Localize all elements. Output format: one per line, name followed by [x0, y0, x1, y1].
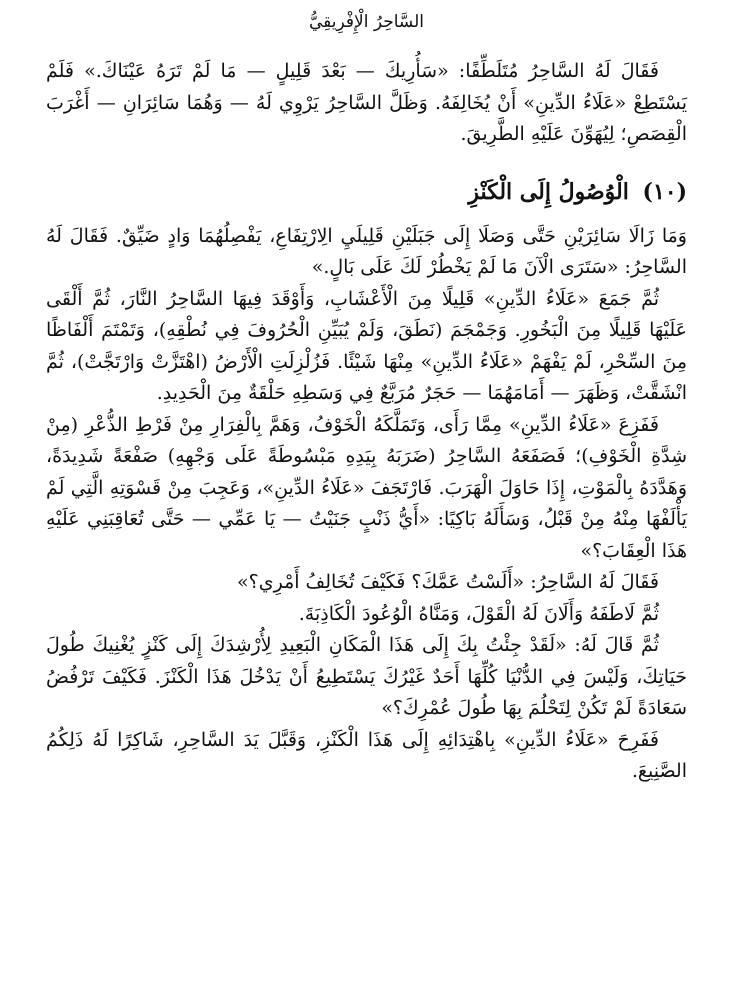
intro-paragraph: فَقَالَ لَهُ السَّاحِرُ مُتَلَطِّفًا: «سَأُرِيكَ — بَعْدَ قَلِيلٍ — مَا لَمْ تَرَهُ عَيْنَاكَ.» فَلَمْ يَسْتَطِعْ «عَلَاءُ الدِّينِ» أَنْ يُخَالِفَهُ. وَظَلَّ السَّاحِرُ يَرْوِي لَهُ — وَهُمَا سَائِرَانِ — أَغْرَبَ الْقِصَصِ؛ لِيُهَوِّنَ عَلَيْهِ الطَّرِيقَ. [46, 60, 687, 145]
chapter-paragraph: ثُمَّ قَالَ لَهُ: «لَقَدْ جِئْتُ بِكَ إِلَى هَذَا الْمَكَانِ الْبَعِيدِ لِأُرْشِدَكَ إِلَى كَنْزٍ يُغْنِيكَ طُولَ حَيَاتِكَ، وَلَيْسَ فِي الدُّنْيَا كُلِّهَا أَحَدٌ غَيْرُكَ يَسْتَطِيعُ أَنْ يَدْخُلَ هَذَا الْكَنْزَ. فَكَيْفَ تَرْفُضُ سَعَادَةً لَمْ تَكُنْ لِتَحْلُمَ بِهَا طُولَ عُمْرِكَ؟» [46, 634, 687, 719]
chapter-paragraph: فَقَالَ لَهُ السَّاحِرُ: «أَلَسْتُ عَمَّكَ؟ فَكَيْفَ تُخَالِفُ أَمْرِي؟» [237, 571, 659, 593]
chapter-heading [46, 175, 687, 209]
chapter-paragraph: ثُمَّ جَمَعَ «عَلَاءُ الدِّينِ» قَلِيلًا مِنَ الْأَعْشَابِ، وَأَوْقَدَ فِيهَا السَّاحِرُ النَّارَ، ثُمَّ أَلْقَى عَلَيْهَا قَلِيلًا مِنَ الْبَخُورِ. وَجَمْجَمَ (نَطَقَ، وَلَمْ يُبَيِّنِ الْحُرُوفَ فِي نُطْقِهِ)، وَتَمْتَمَ أَلْفَاظًا مِنَ السِّحْرِ، لَمْ يَفْهَمْ «عَلَاءُ الدِّينِ» مِنْهَا شَيْئًا. فَزُلْزِلَتِ الْأَرْضُ (اهْتَزَّتْ وَارْتَجَّتْ)، ثُمَّ انْشَقَّتْ، وَظَهَرَ — أَمَامَهُمَا — حَجَرٌ مُرَبَّعٌ فِي وَسَطِهِ حَلْقَةٌ مِنَ الْحَدِيدِ. [46, 287, 687, 404]
chapter-title: الْوُصُولُ إِلَى الْكَنْزِ [468, 178, 629, 205]
chapter-paragraph: فَفَرِحَ «عَلَاءُ الدِّينِ» بِاهْتِدَائِهِ إِلَى هَذَا الْكَنْزِ، وَقَبَّلَ يَدَ السَّاحِرِ، شَاكِرًا لَهُ ذَلِكُمُ الصَّنِيعَ. [46, 728, 687, 782]
chapter-paragraph: وَمَا زَالَا سَائِرَيْنِ حَتَّى وَصَلَا إِلَى جَبَلَيْنِ قَلِيلَيِ الِارْتِفَاعِ، يَفْصِلُهُمَا وَادٍ ضَيِّقٌ. فَقَالَ لَهُ السَّاحِرُ: «سَتَرَى الْآنَ مَا لَمْ يَخْطُرْ لَكَ عَلَى بَالٍ.» [46, 224, 687, 278]
chapter-paragraph: فَفَزِعَ «عَلَاءُ الدِّينِ» مِمَّا رَأَى، وَتَمَلَّكَهُ الْخَوْفُ، وَهَمَّ بِالْفِرَارِ مِنْ فَرْطِ الذُّعْرِ (مِنْ شِدَّةِ الْخَوْفِ)؛ فَصَفَعَهُ السَّاحِرُ (ضَرَبَهُ بِيَدِهِ مَبْسُوطَةً عَلَى وَجْهِهِ) صَفْعَةً شَدِيدَةً، وَهَدَّدَهُ بِالْمَوْتِ، إِذَا حَاوَلَ الْهَرَبَ. فَارْتَجَفَ «عَلَاءُ الدِّينِ»، وَعَجِبَ مِنْ قَسْوَتِهِ الَّتِي لَمْ يَأْلَفْهَا مِنْهُ مِنْ قَبْلُ، وَسَأَلَهُ بَاكِيًا: «أَيُّ ذَنْبٍ جَنَيْتُ — يَا عَمِّي — حَتَّى تُعَاقِبَنِي عَلَيْهِ هَذَا الْعِقَابَ؟» [46, 413, 687, 562]
running-header: السَّاحِرُ الْإِفْرِيقِيُّ [309, 12, 424, 32]
chapter-number: (١٠) [642, 178, 687, 205]
chapter-paragraph: ثُمَّ لَاطَفَهُ وَأَلَانَ لَهُ الْقَوْلَ، وَمَنَّاهُ الْوُعُودَ الْكَاذِبَةَ. [298, 602, 659, 625]
